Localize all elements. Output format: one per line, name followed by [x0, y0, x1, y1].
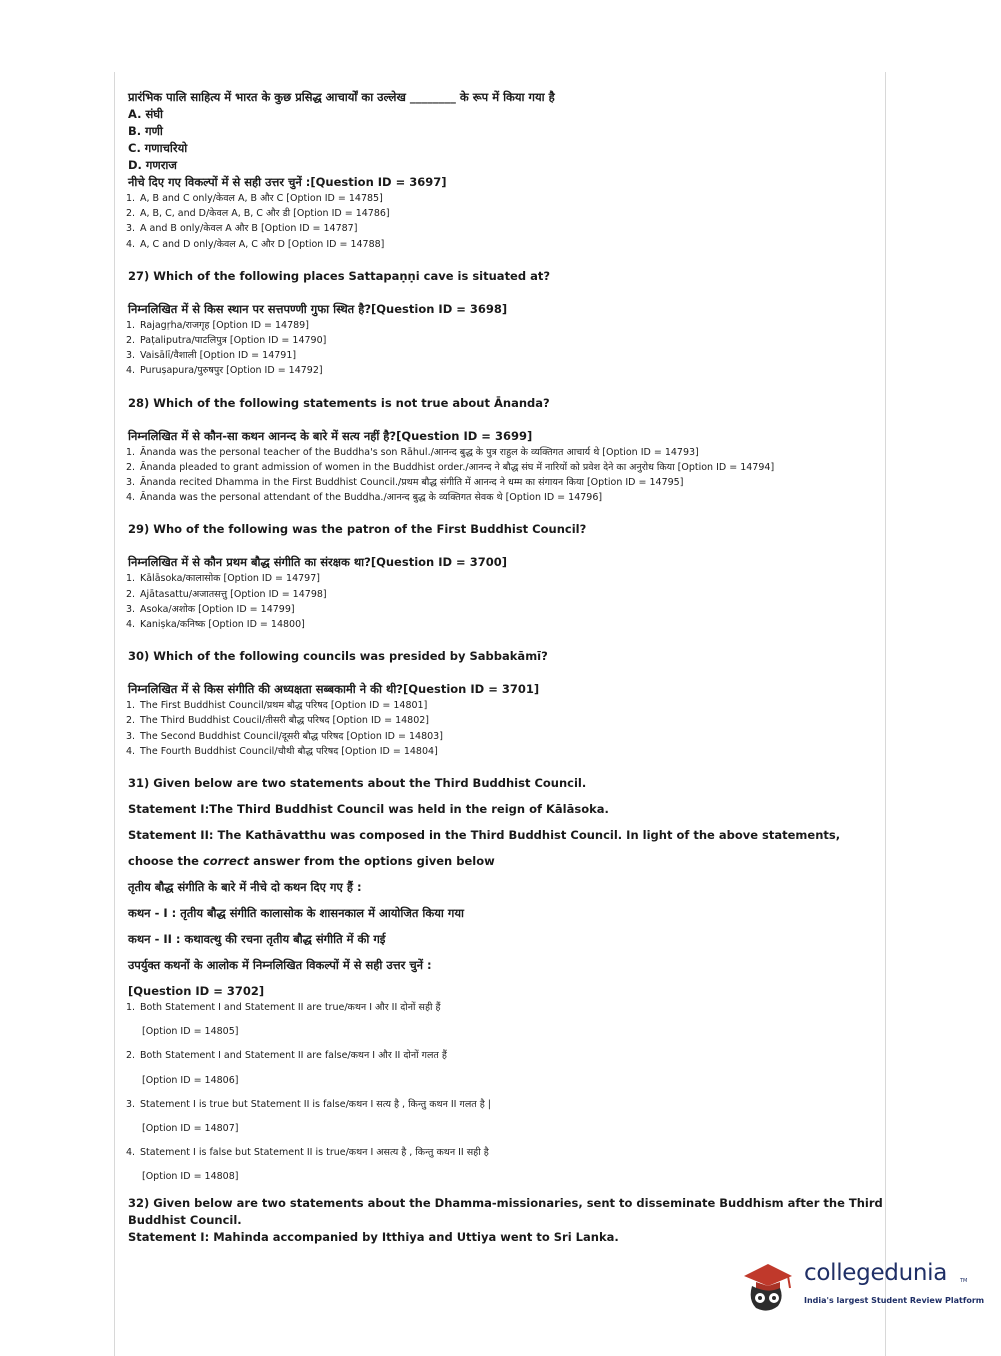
option-item: 1. Both Statement I and Statement II are true/कथन I और II दोनों सही हैं [Option ID = 14805]	[126, 1002, 441, 1038]
document-content	[126, 88, 883, 1246]
question-27	[128, 268, 848, 379]
q32-english-line-2: Buddhist Council.	[128, 1212, 242, 1227]
q26-item: D. गणराज	[128, 158, 177, 172]
option-item: 2. The Third Buddhist Coucil/तीसरी बौद्ध परिषद [Option ID = 14802]	[126, 715, 429, 727]
question-31	[128, 775, 848, 1185]
option-item: 1. Ānanda was the personal teacher of the Buddha's son Rāhul./आनन्द बुद्ध के पुत्र राहुल के व्यक्तिगत आचार्य थे [Option ID = 14793]	[126, 446, 699, 458]
q29-english: 29) Who of the following was the patron of the First Buddhist Council?	[128, 522, 587, 537]
option-item: 1. The First Buddhist Council/प्रथम बौद्ध परिषद [Option ID = 14801]	[126, 700, 428, 712]
option-item: 4. Puruṣapura/पुरुषपुर [Option ID = 14792]	[126, 365, 323, 377]
brand-name: collegedunia	[804, 1260, 948, 1286]
q30-english: 30) Which of the following councils was presided by Sabbakāmī?	[128, 649, 548, 664]
option-item: 4. Kaniṣka/कनिष्क [Option ID = 14800]	[126, 619, 305, 631]
question-29	[128, 521, 848, 632]
q28-hindi: निम्नलिखित में से कौन-सा कथन आनन्द के बारे में सत्य नहीं है?[Question ID = 3699]	[128, 428, 533, 443]
q32-english-line-1: 32) Given below are two statements about the Dhamma-missionaries, sent to disseminate Buddhism after the Third	[128, 1195, 883, 1210]
q31-hindi-statement-1: कथन - I : तृतीय बौद्ध संगीति कालासोक के शासनकाल में आयोजित किया गया	[128, 906, 465, 921]
collegedunia-logo[interactable]	[742, 1254, 985, 1314]
q29-options	[128, 571, 848, 632]
q31-hindi-intro: तृतीय बौद्ध संगीति के बारे में नीचे दो कथन दिए गए हैं :	[128, 880, 362, 895]
option-item: 3. The Second Buddhist Council/दूसरी बौद्ध परिषद [Option ID = 14803]	[126, 730, 443, 742]
option-item: 2. Both Statement I and Statement II are false/कथन I और II दोनों गलत हैं [Option ID = 14806]	[126, 1050, 447, 1086]
q26-options	[128, 191, 848, 252]
q27-options	[128, 318, 848, 379]
q26-instruction: नीचे दिए गए विकल्पों में से सही उत्तर चुनें :[Question ID = 3697]	[128, 175, 447, 189]
q31-english: 31) Given below are two statements about the Third Buddhist Council.	[128, 776, 587, 791]
option-item: 1. Kālāsoka/कालासोक [Option ID = 14797]	[126, 573, 320, 585]
question-30	[128, 648, 848, 759]
q31-question-id: [Question ID = 3702]	[128, 984, 265, 999]
option-item: 4. Statement I is false but Statement II is true/कथन I असत्य है , किन्तु कथन II सही है [Option ID = 14808]	[126, 1147, 489, 1183]
option-item: 1. A, B and C only/केवल A, B और C [Option ID = 14785]	[126, 193, 383, 204]
option-item: 3. Asoka/अशोक [Option ID = 14799]	[126, 603, 295, 615]
q28-english: 28) Which of the following statements is not true about Ānanda?	[128, 395, 550, 410]
q29-hindi: निम्नलिखित में से कौन प्रथम बौद्ध संगीति का संरक्षक था?[Question ID = 3700]	[128, 555, 507, 570]
mascot-icon	[742, 1254, 802, 1314]
q31-statement-2: Statement II: The Kathāvatthu was composed in the Third Buddhist Council. In light of the above statements,	[128, 828, 841, 843]
option-item: 3. Ānanda recited Dhamma in the First Buddhist Council./प्रथम बौद्ध संगीति में आनन्द ने धम्म का संगायन किया [Option ID = 14795]	[126, 477, 684, 489]
option-item: 4. The Fourth Buddhist Council/चौथी बौद्ध परिषद [Option ID = 14804]	[126, 745, 438, 757]
q27-english: 27) Which of the following places Sattapaṇṇi cave is situated at?	[128, 268, 551, 283]
q31-hindi-statement-2: कथन - II : कथावत्थु की रचना तृतीय बौद्ध संगीति में की गई	[128, 932, 386, 947]
q31-choose: choose the correct answer from the options given below	[128, 854, 495, 869]
q26-hindi-text: प्रारंभिक पालि साहित्य में भारत के कुछ प्रसिद्ध आचार्यों का उल्लेख ________ के रूप में किया गया है	[128, 90, 555, 104]
option-item: 3. Statement I is true but Statement II is false/कथन I सत्य है , किन्तु कथन II गलत है | [Option ID = 14807]	[126, 1098, 491, 1135]
option-item: 4. A, C and D only/केवल A, C और D [Option ID = 14788]	[126, 238, 385, 250]
q31-hindi-choose: उपर्युक्त कथनों के आलोक में निम्नलिखित विकल्पों में से सही उत्तर चुनें :	[128, 958, 432, 973]
option-item: 2. Paṭaliputra/पाटलिपुत्र [Option ID = 14790]	[126, 335, 327, 347]
option-item: 2. Ānanda pleaded to grant admission of women in the Buddhist order./आनन्द ने बौद्ध संघ में नारियों को प्रवेश देने का अनुरोध किया [Option ID = 14794]	[126, 461, 775, 473]
q28-options	[128, 445, 848, 506]
question-32	[128, 1195, 883, 1246]
option-item: 4. Ānanda was the personal attendant of the Buddha./आनन्द बुद्ध के व्यक्तिगत सेवक थे [Option ID = 14796]	[126, 492, 603, 504]
option-item: 3. Vaisālī/वैशाली [Option ID = 14791]	[126, 350, 297, 362]
q26-item: A. संघी	[128, 107, 164, 121]
question-28	[128, 395, 848, 506]
q26-item: B. गणी	[128, 124, 163, 138]
trademark: TM	[960, 1278, 968, 1284]
q31-options	[128, 1000, 848, 1185]
q30-options	[128, 698, 848, 759]
q30-hindi: निम्नलिखित में से किस संगीति की अध्यक्षता सब्बकामी ने की थी?[Question ID = 3701]	[128, 682, 540, 697]
q26-item: C. गणाचरियो	[128, 141, 188, 155]
option-item: 1. Rajagṛha/राजगृह [Option ID = 14789]	[126, 319, 309, 331]
brand-tagline: India's largest Student Review Platform	[804, 1296, 985, 1305]
q31-statement-1: Statement I:The Third Buddhist Council was held in the reign of Kālāsoka.	[128, 802, 609, 817]
q32-statement-1: Statement I: Mahinda accompanied by Itthiya and Uttiya went to Sri Lanka.	[128, 1229, 619, 1244]
question-26	[128, 88, 848, 252]
option-item: 2. Ajātasattu/अजातसत्तु [Option ID = 14798]	[126, 588, 327, 600]
q27-hindi: निम्नलिखित में से किस स्थान पर सत्तपण्णी गुफा स्थित है?[Question ID = 3698]	[128, 301, 508, 316]
option-item: 3. A and B only/केवल A और B [Option ID = 14787]	[126, 223, 358, 235]
option-item: 2. A, B, C, and D/केवल A, B, C और डी [Option ID = 14786]	[126, 208, 390, 220]
